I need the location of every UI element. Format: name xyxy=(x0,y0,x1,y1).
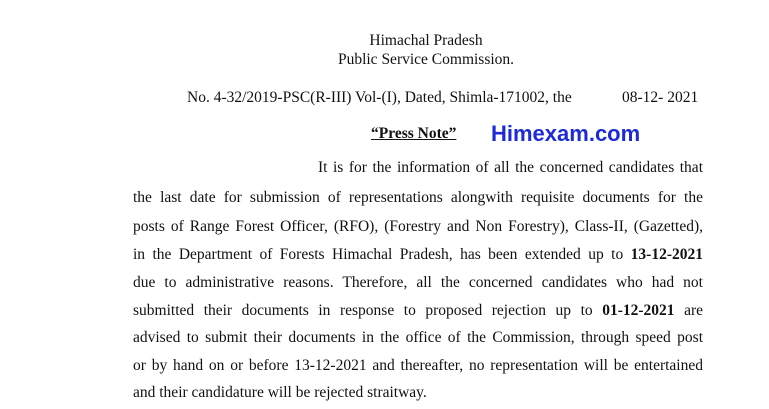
body-line-4 xyxy=(133,246,703,264)
reference-number: No. 4-32/2019-PSC(R-III) Vol-(I), Dated, Shimla-171002, the xyxy=(187,89,572,106)
body-line-9 xyxy=(133,384,703,402)
body-line-5 xyxy=(133,274,703,292)
body-line-1 xyxy=(318,159,703,177)
body-line-7 xyxy=(133,329,703,347)
rejection-date: 01-12-2021 xyxy=(602,302,675,319)
body-text: submitted their documents in response to proposed rejection up to xyxy=(133,302,603,319)
watermark-logo: Himexam.com xyxy=(491,121,641,146)
body-line-6 xyxy=(133,302,703,320)
org-state-name: Himachal Pradesh xyxy=(369,32,483,49)
body-line-8 xyxy=(133,357,703,375)
body-text: are xyxy=(674,302,703,319)
body-text: posts of Range Forest Officer, (RFO), (Forestry and Non Forestry), Class-II, (Gazetted), xyxy=(133,218,703,235)
body-text: and their candidature will be rejected straitway. xyxy=(133,384,427,401)
body-text: in the Department of Forests Himachal Pradesh, has been extended up to xyxy=(133,246,631,263)
body-line-2 xyxy=(133,189,703,207)
body-text: or by hand on or before 13-12-2021 and thereafter, no representation will be entertained xyxy=(133,357,703,374)
press-note-title: “Press Note” xyxy=(371,125,457,142)
body-text: the last date for submission of representations alongwith requisite documents for the xyxy=(133,189,703,206)
org-commission-name: Public Service Commission. xyxy=(337,51,515,68)
body-text: advised to submit their documents in the office of the Commission, through speed post xyxy=(133,329,703,346)
body-text: due to administrative reasons. Therefore, all the concerned candidates who had not xyxy=(133,274,703,291)
body-text: It is for the information of all the concerned candidates that xyxy=(318,159,703,176)
reference-date: 08-12- 2021 xyxy=(622,89,699,106)
body-line-3 xyxy=(133,218,703,236)
extended-date: 13-12-2021 xyxy=(630,246,703,263)
